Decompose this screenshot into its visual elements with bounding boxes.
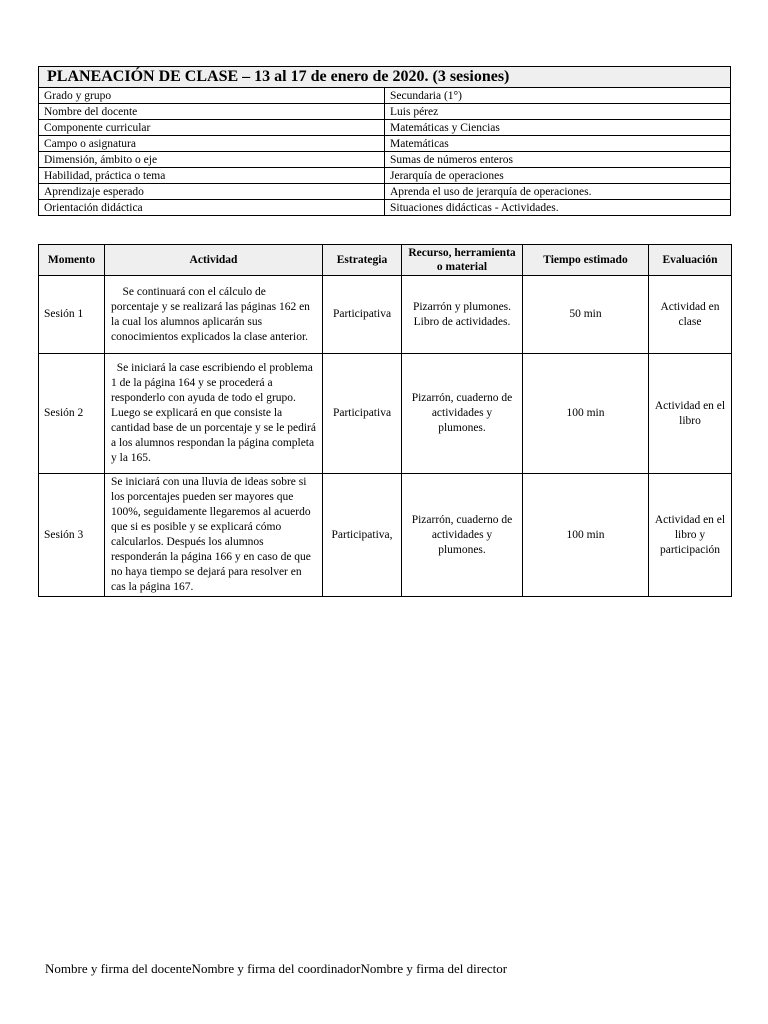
info-value: Matemáticas: [385, 136, 731, 152]
momento-cell: Sesión 1: [39, 276, 105, 354]
table-row: [39, 276, 732, 354]
actividad-cell: Se iniciará con una lluvia de ideas sobre si los porcentajes pueden ser mayores que 100%, seguidamente llegaremos al acuerdo que si es posible y se explicará cómo calcularlos. Después los alumnos responderán la página 166 y en caso de que no haya tiempo se dejará para resolver en cas la página 167.: [105, 474, 323, 597]
actividad-cell: Se continuará con el cálculo de porcentaje y se realizará las páginas 162 en la cual los alumnos aplicarán sus conocimientos explicados la clase anterior.: [105, 276, 323, 354]
info-row: [39, 200, 731, 216]
estrategia-cell: Participativa: [323, 276, 402, 354]
info-value: Jerarquía de operaciones: [385, 168, 731, 184]
info-value: Situaciones didácticas - Actividades.: [385, 200, 731, 216]
column-header-actividad: Actividad: [105, 245, 323, 276]
info-row: [39, 168, 731, 184]
estrategia-cell: Participativa: [323, 354, 402, 474]
plan-header-row: [39, 245, 732, 276]
info-label: Aprendizaje esperado: [39, 184, 385, 200]
column-header-evaluacion: Evaluación: [649, 245, 732, 276]
evaluacion-cell: Actividad en clase: [649, 276, 732, 354]
info-value: Matemáticas y Ciencias: [385, 120, 731, 136]
info-label: Grado y grupo: [39, 88, 385, 104]
recurso-cell: Pizarrón y plumones. Libro de actividades.: [402, 276, 523, 354]
column-header-tiempo: Tiempo estimado: [523, 245, 649, 276]
info-row: [39, 104, 731, 120]
info-value: Sumas de números enteros: [385, 152, 731, 168]
column-header-estrategia: Estrategia: [323, 245, 402, 276]
title-row: [39, 67, 731, 88]
info-label: Nombre del docente: [39, 104, 385, 120]
info-label: Dimensión, ámbito o eje: [39, 152, 385, 168]
column-header-recurso: Recurso, herramienta o material: [402, 245, 523, 276]
actividad-cell: Se iniciará la case escribiendo el problema 1 de la página 164 y se procederá a responderlo con ayuda de todo el grupo. Luego se explicará en que consiste la cantidad base de un porcentaje y se le pedirá a los alumnos respondan la página completa y la 165.: [105, 354, 323, 474]
info-value: Luis pérez: [385, 104, 731, 120]
info-row: [39, 184, 731, 200]
info-label: Orientación didáctica: [39, 200, 385, 216]
info-label: Habilidad, práctica o tema: [39, 168, 385, 184]
recurso-cell: Pizarrón, cuaderno de actividades y plumones.: [402, 354, 523, 474]
recurso-cell: Pizarrón, cuaderno de actividades y plumones.: [402, 474, 523, 597]
plan-title: PLANEACIÓN DE CLASE – 13 al 17 de enero de 2020. (3 sesiones): [39, 67, 731, 88]
signature-line: Nombre y firma del docenteNombre y firma del coordinadorNombre y firma del director: [45, 961, 508, 976]
info-label: Campo o asignatura: [39, 136, 385, 152]
table-row: [39, 474, 732, 597]
evaluacion-cell: Actividad en el libro: [649, 354, 732, 474]
table-row: [39, 354, 732, 474]
class-info-table: [38, 66, 731, 216]
evaluacion-cell: Actividad en el libro y participación: [649, 474, 732, 597]
tiempo-cell: 100 min: [523, 474, 649, 597]
tiempo-cell: 100 min: [523, 354, 649, 474]
info-row: [39, 88, 731, 104]
info-row: [39, 120, 731, 136]
column-header-momento: Momento: [39, 245, 105, 276]
info-row: [39, 136, 731, 152]
session-plan-table: [38, 244, 732, 597]
estrategia-cell: Participativa,: [323, 474, 402, 597]
info-value: Secundaria (1°): [385, 88, 731, 104]
info-value: Aprenda el uso de jerarquía de operaciones.: [385, 184, 731, 200]
momento-cell: Sesión 2: [39, 354, 105, 474]
info-label: Componente curricular: [39, 120, 385, 136]
tiempo-cell: 50 min: [523, 276, 649, 354]
momento-cell: Sesión 3: [39, 474, 105, 597]
info-row: [39, 152, 731, 168]
